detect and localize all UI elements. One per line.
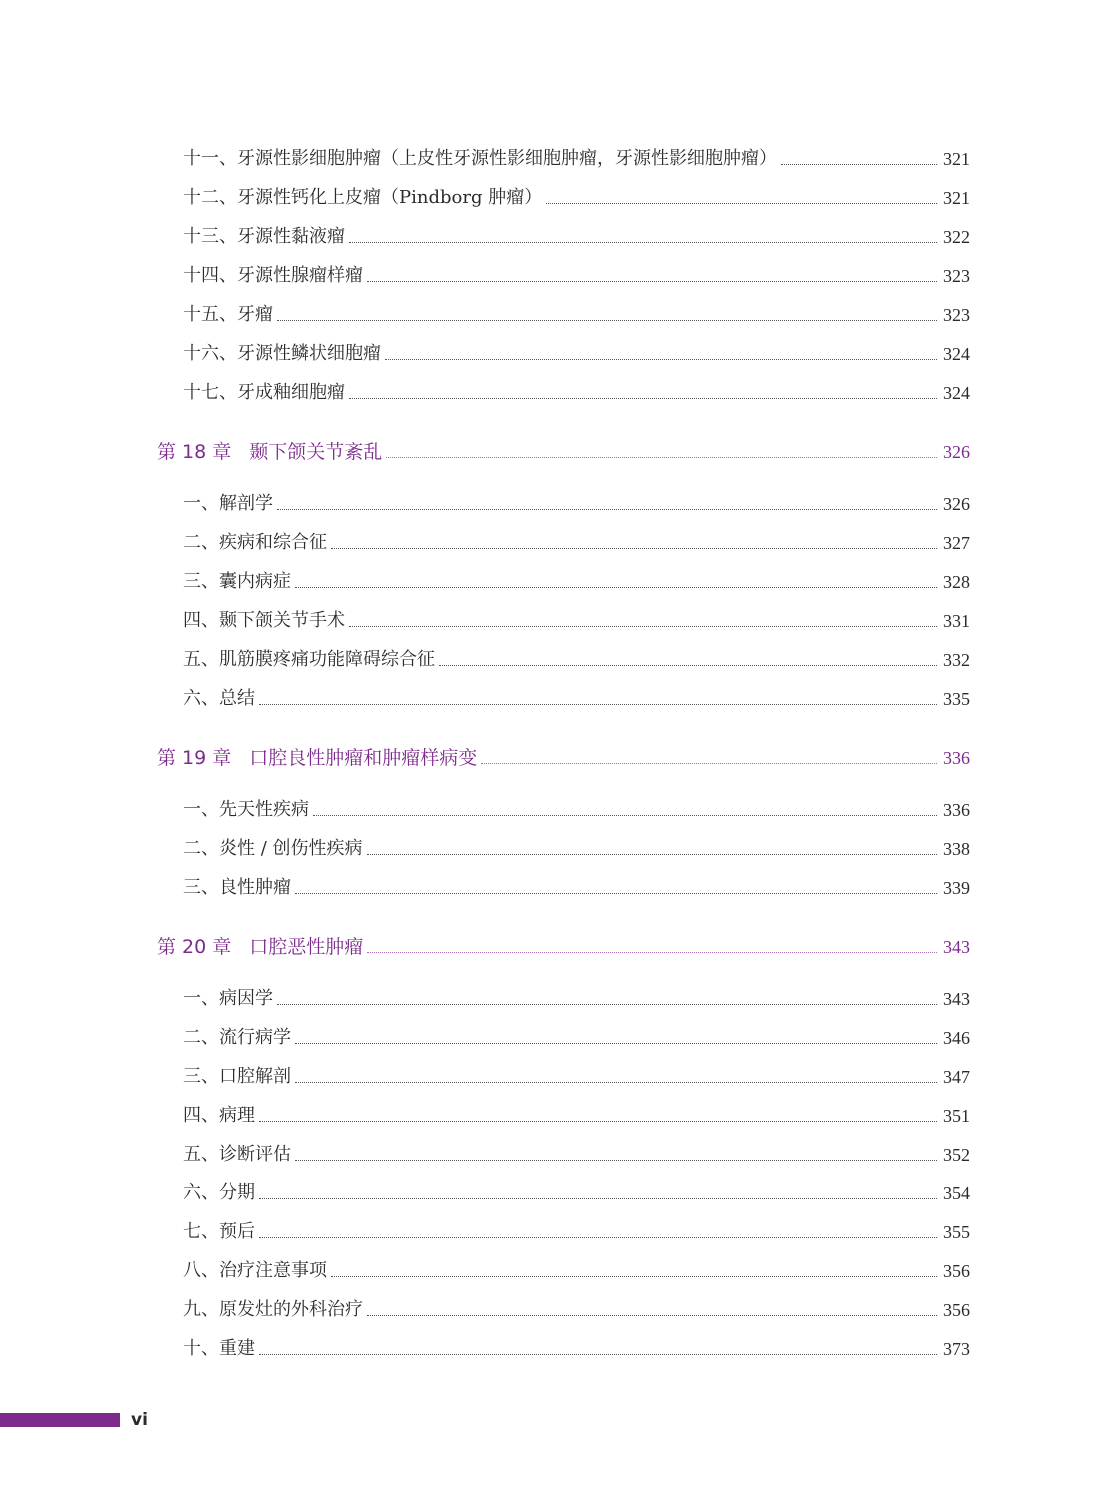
page-number: 321 bbox=[943, 188, 970, 208]
dot-leader bbox=[439, 665, 937, 666]
toc-entry-row bbox=[183, 300, 970, 326]
entry-title: 十一、牙源性影细胞肿瘤（上皮性牙源性影细胞肿瘤，牙源性影细胞肿瘤） bbox=[183, 148, 777, 169]
page-number: 336 bbox=[943, 800, 970, 820]
dot-leader bbox=[259, 1198, 937, 1199]
page-number: 356 bbox=[943, 1300, 970, 1320]
page-number: 323 bbox=[943, 266, 970, 286]
page-number: 355 bbox=[943, 1222, 970, 1242]
dot-leader bbox=[277, 1004, 937, 1005]
toc-chapter-row bbox=[157, 437, 970, 463]
dot-leader bbox=[349, 626, 937, 627]
dot-leader bbox=[295, 587, 937, 588]
toc-entry-row bbox=[183, 183, 970, 209]
entry-title: 一、病因学 bbox=[183, 988, 273, 1009]
toc-entry-row bbox=[183, 645, 970, 671]
entry-title: 五、诊断评估 bbox=[183, 1144, 291, 1165]
entry-title: 五、肌筋膜疼痛功能障碍综合征 bbox=[183, 649, 435, 670]
toc-chapter-row bbox=[157, 743, 970, 769]
toc-entry-row bbox=[183, 1334, 970, 1360]
page-number: 343 bbox=[943, 989, 970, 1009]
page-number: 322 bbox=[943, 227, 970, 247]
entry-title: 十五、牙瘤 bbox=[183, 304, 273, 325]
toc-entry-row bbox=[183, 834, 970, 860]
entry-title: 十三、牙源性黏液瘤 bbox=[183, 226, 345, 247]
entry-title: 三、良性肿瘤 bbox=[183, 877, 291, 898]
toc-entry-row bbox=[183, 984, 970, 1010]
toc-entry-row bbox=[183, 144, 970, 170]
page-number: 326 bbox=[943, 494, 970, 514]
entry-title: 一、解剖学 bbox=[183, 493, 273, 514]
entry-title: 十六、牙源性鳞状细胞瘤 bbox=[183, 343, 381, 364]
page-number: 343 bbox=[943, 937, 970, 957]
page-number: 339 bbox=[943, 878, 970, 898]
toc-entry-row bbox=[183, 684, 970, 710]
dot-leader bbox=[331, 1276, 937, 1277]
entry-title: 三、口腔解剖 bbox=[183, 1066, 291, 1087]
dot-leader bbox=[295, 1160, 937, 1161]
chapter-title bbox=[157, 747, 479, 769]
dot-leader bbox=[331, 548, 937, 549]
entry-title: 二、疾病和综合征 bbox=[183, 532, 327, 553]
dot-leader bbox=[781, 164, 937, 165]
entry-title: 九、原发灶的外科治疗 bbox=[183, 1299, 363, 1320]
entry-title: 四、颞下颌关节手术 bbox=[183, 610, 345, 631]
dot-leader bbox=[386, 457, 937, 458]
dot-leader bbox=[385, 359, 937, 360]
entry-title: 二、流行病学 bbox=[183, 1027, 291, 1048]
entry-title: 四、病理 bbox=[183, 1105, 255, 1126]
page-number: 336 bbox=[943, 748, 970, 768]
page-folio: vi bbox=[131, 1410, 148, 1430]
page-number: 324 bbox=[943, 344, 970, 364]
dot-leader bbox=[259, 1121, 937, 1122]
toc-entry-row bbox=[183, 606, 970, 632]
entry-title: 十、重建 bbox=[183, 1338, 255, 1359]
page-number: 347 bbox=[943, 1067, 970, 1087]
dot-leader bbox=[295, 893, 937, 894]
chapter-number: 第 20 章 bbox=[157, 936, 232, 958]
page-number: 335 bbox=[943, 689, 970, 709]
page-number: 328 bbox=[943, 572, 970, 592]
dot-leader bbox=[367, 854, 937, 855]
dot-leader bbox=[277, 320, 937, 321]
page-number: 326 bbox=[943, 442, 970, 462]
toc-entry-row bbox=[183, 567, 970, 593]
toc-entry-row bbox=[183, 1023, 970, 1049]
page-number: 327 bbox=[943, 533, 970, 553]
page-number: 354 bbox=[943, 1183, 970, 1203]
dot-leader bbox=[367, 952, 937, 953]
chapter-label: 颞下颌关节紊乱 bbox=[249, 441, 383, 463]
page-number: 324 bbox=[943, 383, 970, 403]
page-number: 346 bbox=[943, 1028, 970, 1048]
toc-entry-row bbox=[183, 528, 970, 554]
page-number: 323 bbox=[943, 305, 970, 325]
dot-leader bbox=[295, 1082, 937, 1083]
toc-entry-row bbox=[183, 1178, 970, 1204]
toc-entry-row bbox=[183, 261, 970, 287]
toc-entry-row bbox=[183, 1295, 970, 1321]
footer-accent-bar bbox=[0, 1413, 120, 1427]
chapter-label: 口腔良性肿瘤和肿瘤样病变 bbox=[249, 747, 478, 769]
entry-title: 三、囊内病症 bbox=[183, 571, 291, 592]
dot-leader bbox=[259, 704, 937, 705]
dot-leader bbox=[481, 763, 937, 764]
toc-entry-row bbox=[183, 339, 970, 365]
page-number: 338 bbox=[943, 839, 970, 859]
toc-entry-row bbox=[183, 222, 970, 248]
page-number: 352 bbox=[943, 1145, 970, 1165]
dot-leader bbox=[259, 1237, 937, 1238]
toc-entry-row bbox=[183, 1217, 970, 1243]
dot-leader bbox=[546, 203, 937, 204]
chapter-number: 第 18 章 bbox=[157, 441, 232, 463]
toc-entry-row bbox=[183, 873, 970, 899]
entry-title: 一、先天性疾病 bbox=[183, 799, 309, 820]
page-number: 356 bbox=[943, 1261, 970, 1281]
entry-title: 六、分期 bbox=[183, 1182, 255, 1203]
page-number: 321 bbox=[943, 149, 970, 169]
toc-chapter-row bbox=[157, 932, 970, 958]
entry-title: 八、治疗注意事项 bbox=[183, 1260, 327, 1281]
chapter-title bbox=[157, 441, 384, 463]
dot-leader bbox=[277, 509, 937, 510]
chapter-label: 口腔恶性肿瘤 bbox=[249, 936, 364, 958]
entry-title: 六、总结 bbox=[183, 688, 255, 709]
page-number: 373 bbox=[943, 1339, 970, 1359]
toc-entry-row bbox=[183, 378, 970, 404]
chapter-title bbox=[157, 936, 365, 958]
toc-entry-row bbox=[183, 489, 970, 515]
entry-title: 七、预后 bbox=[183, 1221, 255, 1242]
dot-leader bbox=[313, 815, 937, 816]
page-number: 332 bbox=[943, 650, 970, 670]
dot-leader bbox=[349, 242, 937, 243]
entry-title: 十二、牙源性钙化上皮瘤（Pindborg 肿瘤） bbox=[183, 187, 543, 208]
page-number: 331 bbox=[943, 611, 970, 631]
dot-leader bbox=[349, 398, 937, 399]
entry-title: 十四、牙源性腺瘤样瘤 bbox=[183, 265, 363, 286]
toc-entry-row bbox=[183, 1101, 970, 1127]
dot-leader bbox=[367, 1315, 937, 1316]
toc-entry-row bbox=[183, 795, 970, 821]
dot-leader bbox=[259, 1354, 937, 1355]
dot-leader bbox=[295, 1043, 937, 1044]
page-number: 351 bbox=[943, 1106, 970, 1126]
entry-title: 二、炎性 / 创伤性疾病 bbox=[183, 838, 363, 859]
toc-entry-row bbox=[183, 1062, 970, 1088]
toc-entry-row bbox=[183, 1256, 970, 1282]
toc-entry-row bbox=[183, 1140, 970, 1166]
entry-title: 十七、牙成釉细胞瘤 bbox=[183, 382, 345, 403]
dot-leader bbox=[367, 281, 937, 282]
chapter-number: 第 19 章 bbox=[157, 747, 232, 769]
